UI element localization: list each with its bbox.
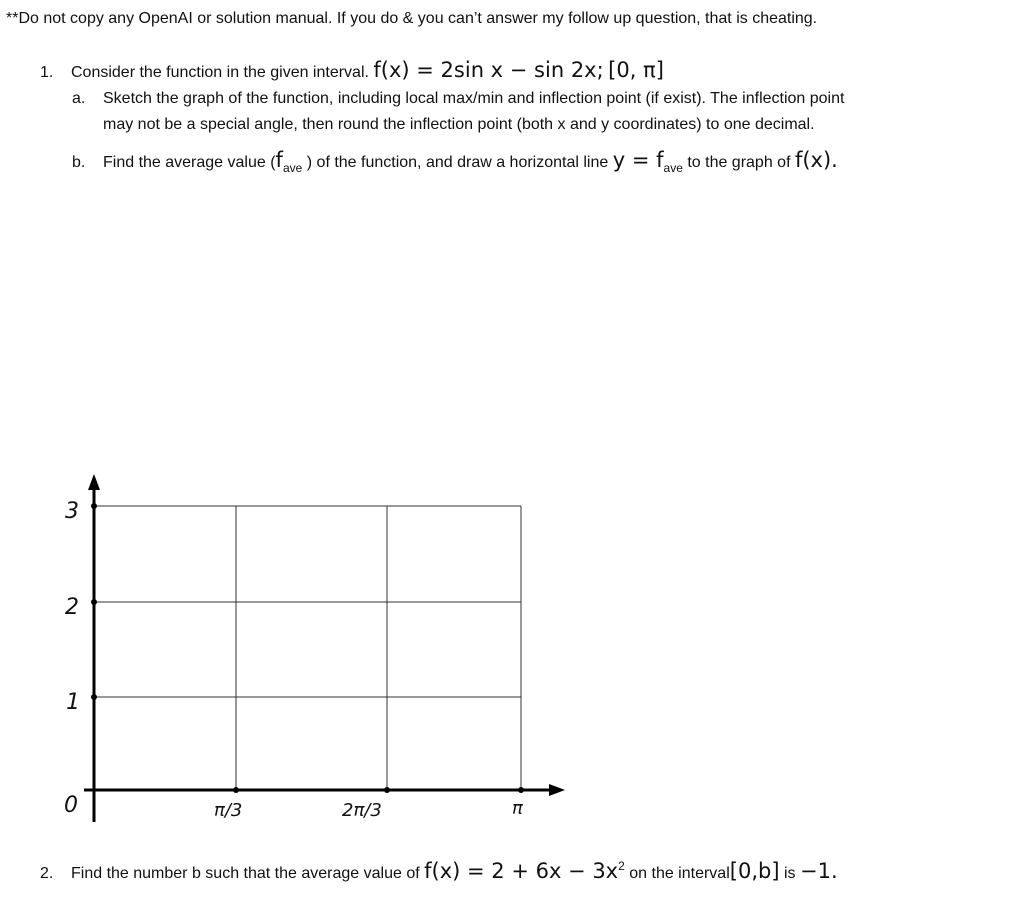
y-label-0: 0 <box>64 793 78 818</box>
problem-2-function: f(x) = 2 + 6x − 3x <box>424 859 619 883</box>
problem-1-number: 1. <box>40 64 54 81</box>
tick-dot-x3 <box>518 787 524 793</box>
problem-2-number: 2. <box>40 865 54 882</box>
y-label-3: 3 <box>65 499 79 524</box>
part-b-eq-y: y = f <box>612 148 664 172</box>
problem-2-text-2: on the interval <box>629 865 730 882</box>
part-b-text-2: ) of the function, and draw a horizontal line <box>306 154 609 171</box>
x-axis-arrow <box>549 784 565 796</box>
part-b-letter: b. <box>72 154 86 171</box>
problem-2-text-1: Find the number b such that the average value of <box>71 865 420 882</box>
tick-dot-y3 <box>91 503 97 509</box>
x-label-2pi-over-3: 2π/3 <box>342 800 382 821</box>
problem-2-interval: [0,b] <box>729 859 780 883</box>
problem-1-interval: [0, π] <box>608 58 664 82</box>
y-axis-arrow <box>88 474 100 490</box>
tick-dot-y1 <box>91 694 97 700</box>
part-b-text-1: Find the average value ( <box>103 154 276 171</box>
problem-1-intro: Consider the function in the given interval. <box>71 64 369 81</box>
part-b-ave-sub-2: ave <box>663 161 683 175</box>
part-a-text-2: may not be a special angle, then round the inflection point (both x and y coordinates) to one decimal. <box>103 116 815 133</box>
problem-2-value: −1. <box>800 859 838 883</box>
x-label-pi-over-3: π/3 <box>214 800 243 821</box>
tick-dot-x2 <box>384 787 390 793</box>
x-label-pi: π <box>512 798 523 819</box>
tick-dot-y2 <box>91 599 97 605</box>
cheating-warning: **Do not copy any OpenAI or solution manual. If you do & you can’t answer my follow up question, that is cheating. <box>6 10 818 27</box>
part-b-fx: f(x). <box>794 148 838 172</box>
problem-1-function: f(x) = 2sin x − sin 2x; <box>373 58 604 82</box>
problem-2-statement <box>40 859 838 883</box>
part-a-text-1: Sketch the graph of the function, including local max/min and inflection point (if exist). The inflection point <box>103 90 845 107</box>
part-b-f: f <box>275 148 283 172</box>
part-b-ave-sub: ave <box>282 161 303 175</box>
tick-dot-x1 <box>233 787 239 793</box>
part-b-text-3: to the graph of <box>687 154 791 171</box>
problem-2-exponent: 2 <box>618 859 625 873</box>
y-label-2: 2 <box>65 595 79 620</box>
part-a-letter: a. <box>72 90 86 107</box>
y-label-1: 1 <box>66 690 80 715</box>
problem-2-text-3: is <box>783 865 796 882</box>
